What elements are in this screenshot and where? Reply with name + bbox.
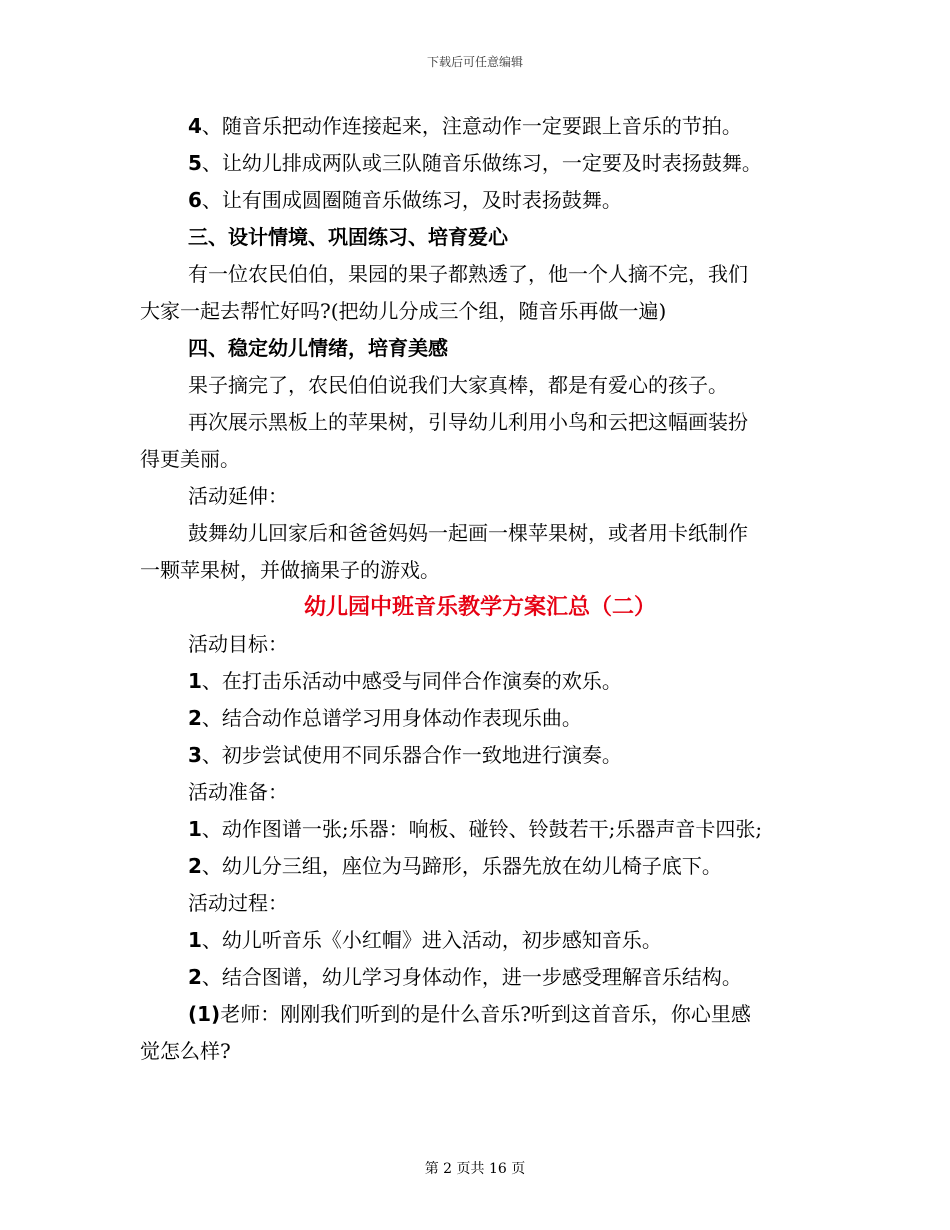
step-4-line: 4、随音乐把动作连接起来，注意动作一定要跟上音乐的节拍。 — [188, 114, 742, 138]
paragraph-line: 再次展示黑板上的苹果树，引导幼儿利用小鸟和云把这幅画装扮 — [188, 410, 748, 434]
goal-item: 2、结合动作总谱学习用身体动作表现乐曲。 — [188, 706, 582, 730]
activity-goals-label: 活动目标： — [188, 632, 288, 656]
process-item: 1、幼儿听音乐《小红帽》进入活动，初步感知音乐。 — [188, 928, 662, 952]
paragraph-line: 鼓舞幼儿回家后和爸爸妈妈一起画一棵苹果树，或者用卡纸制作 — [188, 521, 748, 545]
step-6-line: 6、让有围成圆圈随音乐做练习，及时表扬鼓舞。 — [188, 188, 622, 212]
activity-extension-label: 活动延伸： — [188, 484, 288, 508]
activity-prep-label: 活动准备： — [188, 780, 288, 804]
paragraph-line: 有一位农民伯伯，果园的果子都熟透了，他一个人摘不完，我们 — [188, 262, 748, 286]
process-substep: (1)老师：刚刚我们听到的是什么音乐?听到这首音乐，你心里感 — [188, 1002, 751, 1026]
page-footer: 第 2 页共 16 页 — [424, 1161, 526, 1177]
prep-item: 1、动作图谱一张;乐器：响板、碰铃、铃鼓若干;乐器声音卡四张; — [188, 817, 763, 841]
document-body — [140, 108, 820, 1070]
section-heading-4: 四、稳定幼儿情绪，培育美感 — [188, 336, 448, 360]
activity-process-label: 活动过程： — [188, 891, 288, 915]
section-title: 幼儿园中班音乐教学方案汇总（二） — [303, 594, 656, 620]
paragraph-line: 得更美丽。 — [140, 447, 240, 471]
process-item: 2、结合图谱，幼儿学习身体动作，进一步感受理解音乐结构。 — [188, 965, 742, 989]
goal-item: 1、在打击乐活动中感受与同伴合作演奏的欢乐。 — [188, 669, 622, 693]
paragraph-line: 果子摘完了，农民伯伯说我们大家真棒，都是有爱心的孩子。 — [188, 373, 728, 397]
page-header: 下载后可任意编辑 — [426, 55, 523, 69]
goal-item: 3、初步尝试使用不同乐器合作一致地进行演奏。 — [188, 743, 622, 767]
paragraph-line: 一颗苹果树，并做摘果子的游戏。 — [140, 558, 440, 582]
prep-item: 2、幼儿分三组，座位为马蹄形，乐器先放在幼儿椅子底下。 — [188, 854, 722, 878]
paragraph-line: 大家一起去帮忙好吗?(把幼儿分成三个组，随音乐再做一遍) — [140, 299, 667, 323]
paragraph-line: 觉怎么样? — [140, 1039, 231, 1063]
section-heading-3: 三、设计情境、巩固练习、培育爱心 — [188, 225, 508, 249]
step-5-line: 5、让幼儿排成两队或三队随音乐做练习，一定要及时表扬鼓舞。 — [188, 151, 762, 175]
